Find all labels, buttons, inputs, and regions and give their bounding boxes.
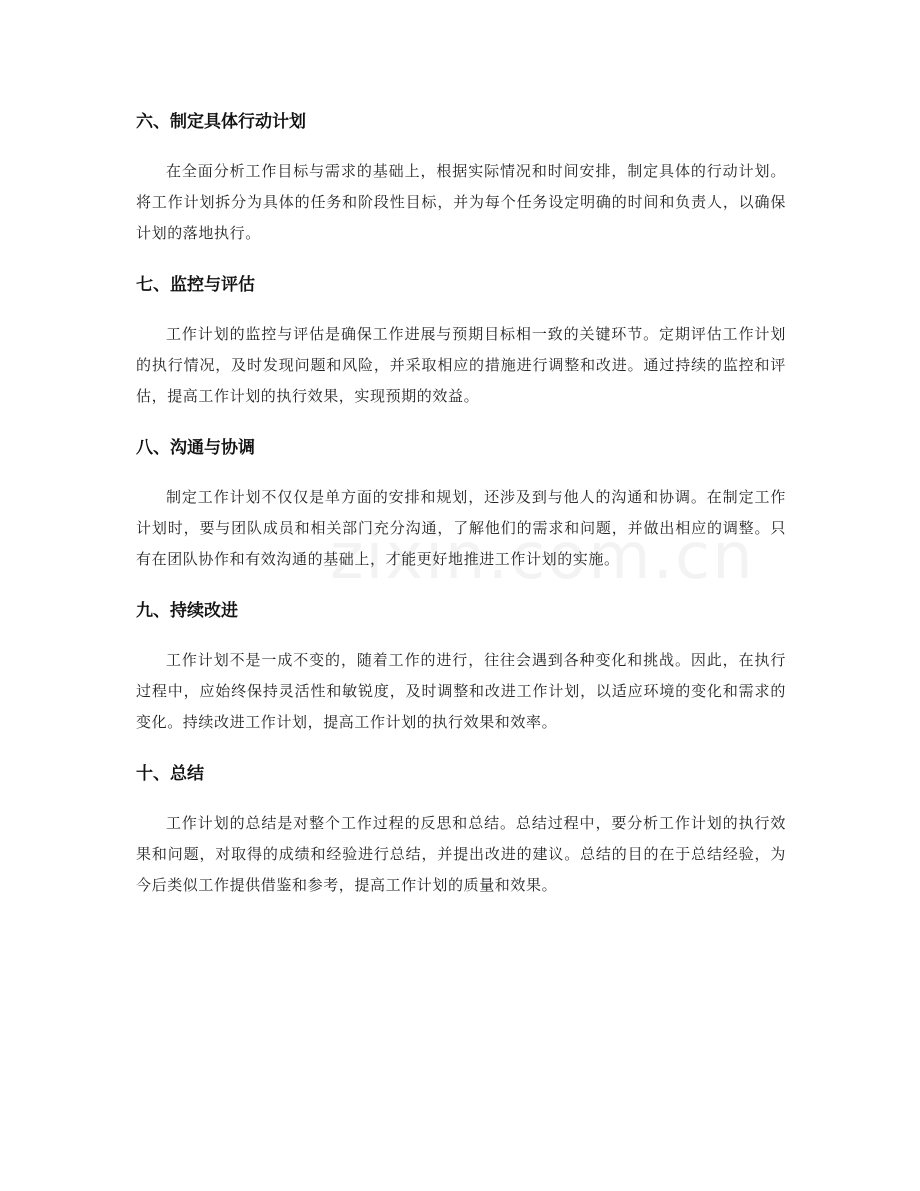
section-communication: [136, 430, 786, 575]
section-improvement: [136, 593, 786, 738]
section-paragraph: 工作计划不是一成不变的，随着工作的进行，往往会遇到各种变化和挑战。因此，在执行过程中，应始终保持灵活性和敏锐度，及时调整和改进工作计划，以适应环境的变化和需求的变化。持续改进工作计划，提高工作计划的执行效果和效率。: [136, 651, 786, 731]
section-title: 八、沟通与协调: [136, 438, 255, 458]
section-monitoring: [136, 267, 786, 412]
section-title: 六、制定具体行动计划: [136, 112, 306, 132]
section-title: 十、总结: [136, 764, 204, 784]
section-title: 七、监控与评估: [136, 275, 255, 295]
section-title: 九、持续改进: [136, 601, 238, 621]
section-paragraph: 工作计划的监控与评估是确保工作进展与预期目标相一致的关键环节。定期评估工作计划的执行情况，及时发现问题和风险，并采取相应的措施进行调整和改进。通过持续的监控和评估，提高工作计划的执行效果，实现预期的效益。: [136, 325, 786, 405]
section-action-plan: [136, 104, 786, 249]
section-paragraph: 工作计划的总结是对整个工作过程的反思和总结。总结过程中，要分析工作计划的执行效果和问题，对取得的成绩和经验进行总结，并提出改进的建议。总结的目的在于总结经验，为今后类似工作提供借鉴和参考，提高工作计划的质量和效果。: [136, 814, 786, 894]
section-paragraph: 制定工作计划不仅仅是单方面的安排和规划，还涉及到与他人的沟通和协调。在制定工作计划时，要与团队成员和相关部门充分沟通，了解他们的需求和问题，并做出相应的调整。只有在团队协作和有效沟通的基础上，才能更好地推进工作计划的实施。: [136, 488, 786, 568]
document-content: [136, 104, 786, 919]
section-paragraph: 在全面分析工作目标与需求的基础上，根据实际情况和时间安排，制定具体的行动计划。将工作计划拆分为具体的任务和阶段性目标，并为每个任务设定明确的时间和负责人，以确保计划的落地执行。: [136, 162, 786, 242]
section-summary: [136, 756, 786, 901]
